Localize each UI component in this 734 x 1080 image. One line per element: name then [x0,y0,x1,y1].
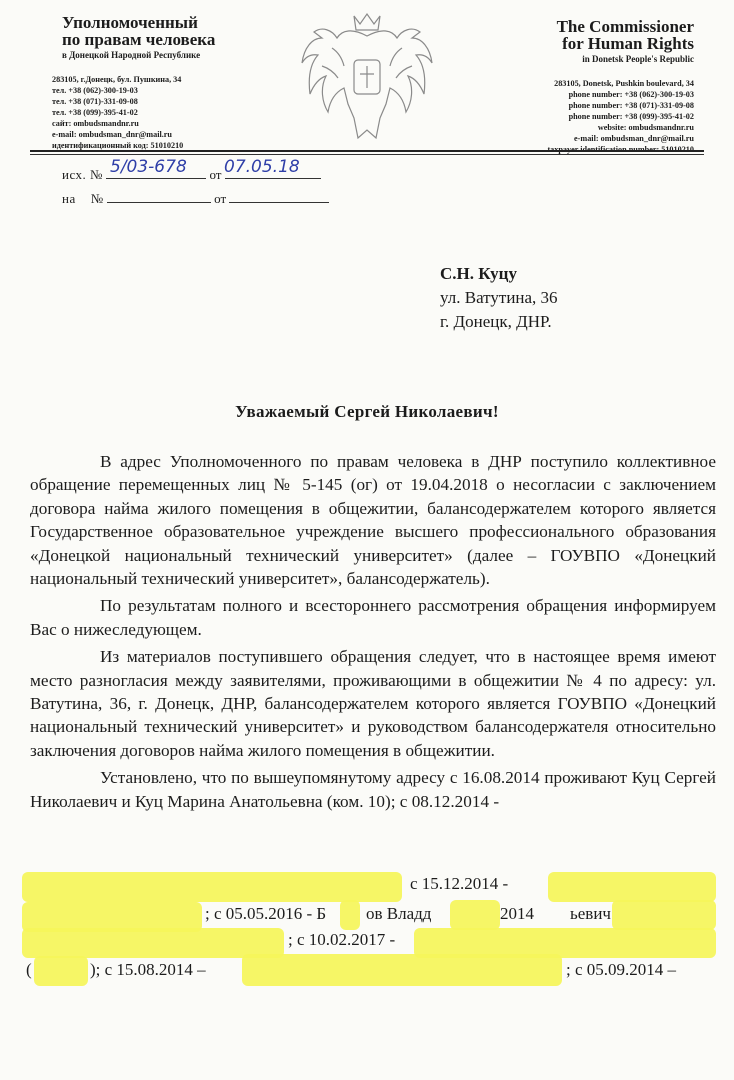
letterhead-right-subtitle: in Donetsk People's Republic [582,54,694,64]
handwritten-outgoing-date: 07.05.18 [224,157,300,177]
letterhead-left-contacts [52,74,282,151]
redacted-line-fragment: ( [26,960,32,979]
body-paragraph: По результатам полного и всестороннего рассмотрения обращения информируем Вас о нижеследующем. [30,596,716,639]
letterhead-left-subtitle: в Донецкой Народной Республике [62,50,201,60]
letterhead-divider-thin [30,154,704,155]
contact-line: taxpayer identification number: 51010210 [547,145,694,154]
greeting: Уважаемый Сергей Николаевич! [235,402,499,421]
incoming-number-blank [107,190,211,203]
redacted-line-fragment: ; с 10.02.2017 - [288,930,396,949]
redaction-highlight [242,954,562,986]
contact-line: e-mail: ombudsman_dnr@mail.ru [574,134,694,143]
body-paragraph: Установлено, что по вышеупомянутому адресу с 16.08.2014 проживают Куц Сергей Николаевич и Куц Марина Анатольевна (ком. 10); с 08.12.2014 - [30,768,716,811]
contact-line: идентификационный код: 51010210 [52,141,184,150]
addressee-name: С.Н. Куцу [440,264,517,283]
redaction-highlight [34,956,88,986]
addressee-block [440,262,558,334]
letterhead-left-title-1: Уполномоченный [62,13,198,32]
contact-line: тел. +38 (099)-395-41-02 [52,108,138,117]
double-headed-eagle-emblem-icon [292,8,442,148]
contact-line: 283105, г.Донецк, бул. Пушкина, 34 [52,75,182,84]
incoming-reference [62,190,329,207]
handwritten-outgoing-number: 5/03-678 [110,157,187,177]
contact-line: тел. +38 (071)-331-09-08 [52,97,138,106]
contact-line: phone number: +38 (099)-395-41-02 [568,112,694,121]
redaction-highlight [22,872,402,902]
redacted-line-fragment: ); с 15.08.2014 – [90,960,206,979]
addressee-street: ул. Ватутина, 36 [440,288,558,307]
incoming-date-label: от [214,191,227,206]
contact-line: e-mail: ombudsman_dnr@mail.ru [52,130,172,139]
letterhead-right-title-2: for Human Rights [562,34,694,53]
addressee-city: г. Донецк, ДНР. [440,312,552,331]
contact-line: тел. +38 (062)-300-19-03 [52,86,138,95]
redacted-line-fragment: ьевич [570,904,611,923]
outgoing-number-label: исх. № [62,167,103,182]
contact-line: сайт: ombudsmandnr.ru [52,119,139,128]
redacted-line-fragment: 2014 [500,904,534,923]
letterhead-divider [30,150,704,152]
contact-line: website: ombudsmandnr.ru [597,123,694,132]
contact-line: phone number: +38 (071)-331-09-08 [568,101,694,110]
letterhead-left-title-2: по правам человека [62,30,216,49]
redacted-line-fragment: ; с 05.05.2016 - Б [205,904,327,923]
body-paragraph: В адрес Уполномоченного по правам человека в ДНР поступило коллективное обращение перемещенных лиц № 5-145 (ог) от 19.04.2018 о несогласии с заключением договора найма жилого помещения в общежитии, балансодержателем которого является Государственное образовательное учреждение высшего профессионального образования «Донецкой национальный технический университет» (далее – ГОУВПО «Донецкий национальный технический университет», балансодержатель). [30,452,716,589]
letterhead-right [494,18,694,155]
redaction-highlight [548,872,716,902]
incoming-date-blank [229,190,329,203]
redacted-line-fragment: с 15.12.2014 - [410,874,509,893]
letterhead-right-title-1: The Commissioner [556,17,694,36]
body-paragraph: Из материалов поступившего обращения следует, что в настоящее время имеют место разногласия между заявителями, проживающими в общежитии № 4 по адресу: ул. Ватутина, 36, г. Донецк, ДНР, балансодержателем которого является ГОУВПО «Донецкий национальный технический университет» и руководством балансодержателя относительно заключения договоров найма жилого помещения в общежитии. [30,647,716,760]
letter-body [30,450,716,813]
redaction-highlight [340,900,360,930]
letterhead-left [52,14,282,151]
letterhead-right-contacts [494,78,694,155]
redacted-line-fragment: ; с 05.09.2014 – [566,960,677,979]
redaction-highlight [450,900,500,930]
redacted-line-fragment: ов Владд [366,904,432,923]
outgoing-date-label: от [209,167,222,182]
incoming-number-label: на № [62,191,104,206]
contact-line: 283105, Donetsk, Pushkin boulevard, 34 [554,79,694,88]
redaction-highlight [612,900,716,930]
contact-line: phone number: +38 (062)-300-19-03 [568,90,694,99]
